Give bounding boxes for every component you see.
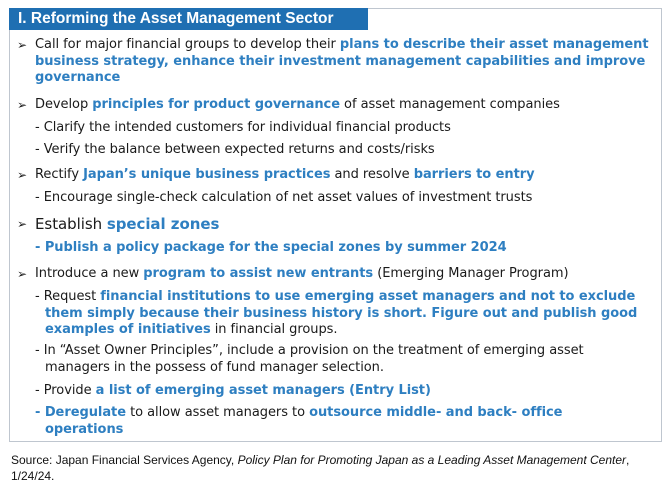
sub-item: - Verify the balance between expected returns and costs/risks xyxy=(35,142,435,157)
item-text: Establish special zones xyxy=(35,215,220,233)
source-note: Source: Japan Financial Services Agency, Policy Plan for Promoting Japan as a Leading Asset Management Center, 1/24/24. xyxy=(11,453,630,483)
arrow-bullet-icon: ➢ xyxy=(17,168,28,182)
item-text: Rectify Japan’s unique business practices and resolve barriers to entry xyxy=(35,167,535,182)
arrow-bullet-icon: ➢ xyxy=(17,267,28,281)
sub-item: - Encourage single-check calculation of net asset values of investment trusts xyxy=(35,190,533,205)
arrow-bullet-icon: ➢ xyxy=(17,217,28,231)
sub-item: - Publish a policy package for the special zones by summer 2024 xyxy=(35,240,507,255)
item-text: Call for major financial groups to develop their plans to describe their asset management business strategy, enhance their investment management capabilities and improve governance xyxy=(35,37,649,85)
sub-item: - Clarify the intended customers for individual financial products xyxy=(35,120,451,135)
arrow-bullet-icon: ➢ xyxy=(17,98,28,112)
sub-item: - Request financial institutions to use emerging asset managers and not to exclude them simply because their business history is short. Figure out and publish good examples of initiatives in financial groups. xyxy=(35,289,638,337)
item-text: Develop principles for product governance of asset management companies xyxy=(35,97,560,112)
arrow-bullet-icon: ➢ xyxy=(17,38,28,52)
sub-item: - Provide a list of emerging asset managers (Entry List) xyxy=(35,383,431,398)
sub-item: - Deregulate to allow asset managers to outsource middle- and back- office operations xyxy=(35,405,563,437)
section-header: I. Reforming the Asset Management Sector xyxy=(9,8,368,30)
item-text: Introduce a new program to assist new entrants (Emerging Manager Program) xyxy=(35,266,569,281)
sub-item: - In “Asset Owner Principles”, include a provision on the treatment of emerging asset managers in the possess of fund manager selection. xyxy=(35,343,584,375)
